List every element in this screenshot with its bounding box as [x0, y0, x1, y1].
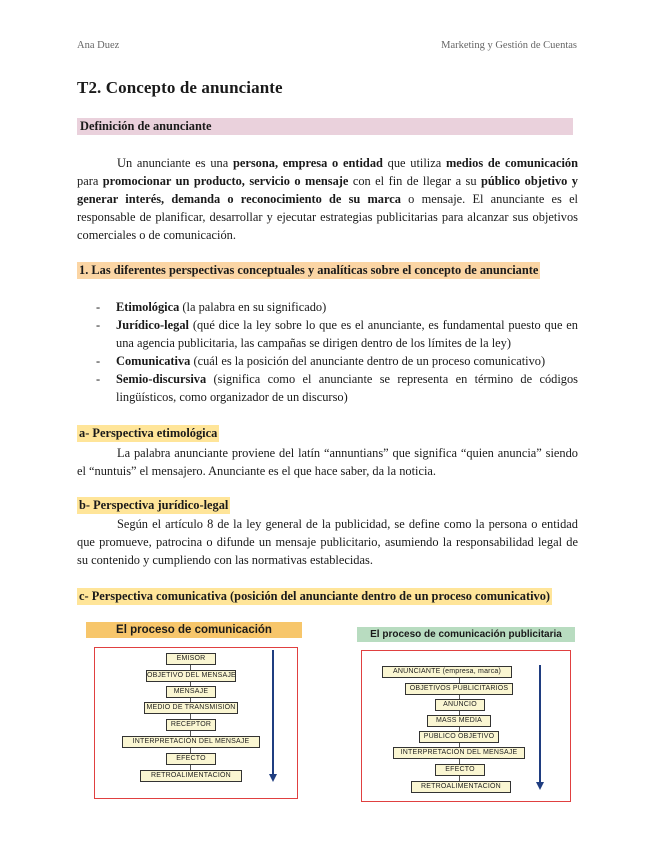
figure-1-step: MENSAJE	[166, 686, 216, 698]
section-c-heading: c- Perspectiva comunicativa (posición del anunciante dentro de un proceso comunicativo)	[79, 589, 551, 603]
figure-1-step: INTERPRETACIÓN DEL MENSAJE	[122, 736, 260, 748]
figure-1-step: EFECTO	[166, 753, 216, 765]
figure-1-step: RETROALIMENTACIÓN	[140, 770, 242, 782]
figure-2-arrow-down-icon	[536, 782, 544, 790]
section-a-paragraph: La palabra anunciante proviene del latín “annuntians” que significa “quien anuncia” siendo el “nuntuis” el mensajero. Anunciante es el que hace saber, da la noticia.	[77, 446, 578, 478]
header-course: Marketing y Gestión de Cuentas	[441, 40, 577, 51]
advertising-communication-figure	[355, 627, 577, 803]
figure-2-step: ANUNCIO	[435, 699, 485, 711]
list-item: - Jurídico-legal (qué dice la ley sobre lo que es el anunciante, es fundamental puesto que en una agencia publicitaria, las campañas se dirigen dentro de los límites de la ley)	[96, 318, 578, 350]
figure-2-step: MASS MEDIA	[427, 715, 491, 727]
figure-1-arrow-down-icon	[269, 774, 277, 782]
figure-2-step: EFECTO	[435, 764, 485, 776]
section-1-heading: 1. Las diferentes perspectivas conceptuales y analíticas sobre el concepto de anunciante	[79, 263, 539, 277]
figure-1-step: RECEPTOR	[166, 719, 216, 731]
figure-2-step: PÚBLICO OBJETIVO	[419, 731, 499, 743]
section-b-paragraph: Según el artículo 8 de la ley general de la publicidad, se define como la persona o entidad que promueve, patrocina o difunde un mensaje publicitario, asumiendo la responsabilidad legal de su contenido y cumpliendo con las normativas establecidas.	[77, 517, 578, 567]
list-item: - Semio-discursiva (significa como el anunciante se representa en término de códigos lingüísticos, como organizador de un discurso)	[96, 372, 578, 404]
figure-2-step: RETROALIMENTACIÓN	[411, 781, 511, 793]
figure-1-step: MEDIO DE TRANSMISIÓN	[144, 702, 238, 714]
list-item: - Etimológica (la palabra en su significado)	[96, 300, 327, 314]
figure-1-step: OBJETIVO DEL MENSAJE	[146, 670, 236, 682]
perspectives-list	[96, 298, 578, 406]
section-a-heading: a- Perspectiva etimológica	[79, 426, 218, 440]
header-author: Ana Duez	[77, 40, 120, 51]
communication-process-figure	[86, 622, 302, 800]
definition-paragraph: Un anunciante es una persona, empresa o entidad que utiliza medios de comunicación para promocionar un producto, servicio o mensaje con el fin de llegar a su público objetivo y generar interés, demanda o reconocimiento de su marca o mensaje. El anunciante es el responsable de planificar, desarrollar y ejecutar estrategias publicitarias para alcanzar sus objetivos comerciales o de comunicación.	[77, 156, 579, 242]
figure-1-step: EMISOR	[166, 653, 216, 665]
section-definition-heading: Definición de anunciante	[77, 118, 573, 135]
figure-2-step: OBJETIVOS PUBLICITARIOS	[405, 683, 513, 695]
figure-1-title: El proceso de comunicación	[86, 622, 302, 638]
figure-2-step: INTERPRETACIÓN DEL MENSAJE	[393, 747, 525, 759]
section-b-heading: b- Perspectiva jurídico-legal	[79, 498, 229, 512]
figure-2-arrow-line	[539, 665, 541, 783]
page-title: T2. Concepto de anunciante	[77, 78, 283, 97]
figure-1-arrow-line	[272, 650, 274, 775]
list-item: - Comunicativa (cuál es la posición del anunciante dentro de un proceso comunicativo)	[96, 354, 546, 368]
figure-2-step: ANUNCIANTE (empresa, marca)	[382, 666, 512, 678]
figure-2-title: El proceso de comunicación publicitaria	[357, 627, 575, 642]
